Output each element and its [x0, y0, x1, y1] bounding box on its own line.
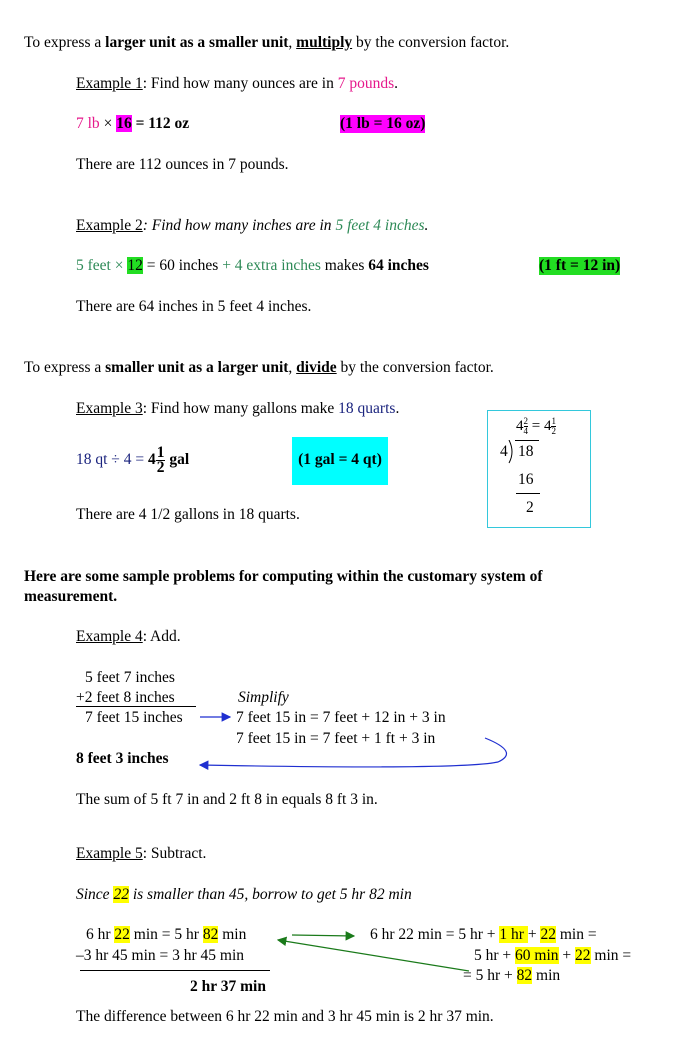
intro-comma: ,	[288, 359, 297, 376]
row-borrowed-minutes: 82	[202, 926, 219, 943]
division-subtract: 16	[518, 471, 534, 488]
step-sixty-minutes: 60 min	[515, 947, 559, 964]
fraction-numerator: 1	[156, 443, 165, 461]
borrow-note	[76, 886, 412, 904]
borrow-step-3	[463, 967, 560, 985]
conversion-factor: 16	[116, 115, 132, 132]
intro-text-end: by the conversion factor.	[336, 359, 494, 376]
intro-action: divide	[296, 359, 337, 376]
row-text: 6 hr	[86, 926, 115, 943]
example5-heading	[76, 845, 206, 863]
times-sign: ×	[99, 115, 117, 132]
quotient-equals: = 4	[528, 418, 552, 434]
step-text: min =	[555, 926, 597, 943]
calc-result: 64 inches	[368, 257, 429, 274]
step-text: 5 hr +	[474, 947, 516, 964]
reduced-numerator: 1	[551, 416, 556, 427]
division-remainder: 2	[526, 499, 534, 516]
intro-bold: larger unit as a smaller unit	[105, 34, 289, 51]
calc-value: 18 qt ÷ 4 =	[76, 451, 148, 468]
subtraction-row-1	[86, 926, 246, 944]
result-arrow	[200, 738, 506, 767]
note-text-end: is smaller than 45, borrow to get 5 hr 82 min	[128, 886, 412, 903]
example-label: Example 5	[76, 845, 143, 862]
period: .	[424, 217, 429, 234]
quotient-denominator: 4	[523, 426, 528, 437]
step-hour: 1 hr	[499, 926, 528, 943]
back-arrow	[278, 940, 469, 971]
heading-text: : Find how many gallons make	[142, 400, 339, 417]
intro-bold: smaller unit as a larger unit	[105, 359, 289, 376]
simplify-label: Simplify	[238, 689, 289, 706]
heading-text: : Find how many ounces are in	[142, 75, 338, 92]
intro-action: multiply	[296, 34, 353, 51]
calc-value: 5 feet ×	[76, 257, 128, 274]
note-text: Since	[76, 886, 114, 903]
example-label: Example 2	[76, 217, 143, 234]
simplify-step-2: 7 feet 15 in = 7 feet + 1 ft + 3 in	[236, 730, 436, 747]
example5-answer: The difference between 6 hr 22 min and 3 hr 45 min is 2 hr 37 min.	[76, 1008, 494, 1025]
period: .	[394, 75, 399, 92]
heading-value: 18 quarts	[338, 400, 396, 417]
row-minutes: 22	[114, 926, 130, 943]
example3-answer: There are 4 1/2 gallons in 18 quarts.	[76, 506, 300, 523]
quotient-numerator: 2	[523, 416, 528, 427]
addend-1: 5 feet 7 inches	[85, 669, 175, 686]
example5-result: 2 hr 37 min	[190, 978, 266, 995]
intro-text: To express a	[24, 34, 106, 51]
example4-result: 8 feet 3 inches	[76, 750, 169, 767]
calc-result: = 112 oz	[131, 115, 190, 132]
borrow-step-2	[474, 947, 631, 965]
fraction-denominator: 2	[156, 458, 165, 476]
step-minutes: 22	[540, 926, 556, 943]
row-text: min = 5 hr	[129, 926, 203, 943]
note-value: 22	[113, 886, 129, 903]
intro-text-end: by the conversion factor.	[352, 34, 510, 51]
calc-mid: = 60 inches	[142, 257, 223, 274]
calc-makes: makes	[320, 257, 369, 274]
subtraction-row-2: –3 hr 45 min = 3 hr 45 min	[76, 947, 245, 964]
period: .	[395, 400, 400, 417]
heading-text: : Subtract.	[142, 845, 207, 862]
example-label: Example 1	[76, 75, 143, 92]
step-minutes: 22	[575, 947, 591, 964]
example1-answer: There are 112 ounces in 7 pounds.	[76, 156, 289, 173]
step-text: 6 hr 22 min = 5 hr +	[370, 926, 500, 943]
calc-extra: + 4 extra inches	[222, 257, 321, 274]
calc-value: 7 lb	[76, 115, 100, 132]
intro-text: To express a	[24, 359, 106, 376]
subtraction-rule	[80, 970, 270, 971]
example4-answer: The sum of 5 ft 7 in and 2 ft 8 in equals 8 ft 3 in.	[76, 791, 378, 808]
division-divisor: 4	[500, 443, 508, 460]
step-text: +	[527, 926, 541, 943]
quotient-whole: 4	[516, 418, 524, 434]
example-label: Example 3	[76, 400, 143, 417]
heading-value: 5 feet 4 inches	[335, 217, 425, 234]
unit: gal	[165, 451, 190, 468]
simplify-step-1: 7 feet 15 in = 7 feet + 12 in + 3 in	[236, 709, 446, 726]
mixed-whole: 4	[147, 451, 156, 468]
step-text: = 5 hr +	[463, 967, 517, 984]
example1-conversion: (1 lb = 16 oz)	[340, 115, 426, 132]
reduced-denominator: 2	[551, 426, 556, 437]
conversion-factor: 12	[127, 257, 143, 274]
heading-text: : Find how many inches are in	[142, 217, 336, 234]
example3-conversion: (1 gal = 4 qt)	[292, 437, 388, 485]
borrow-step-1	[370, 926, 597, 944]
step-text: +	[558, 947, 576, 964]
addition-sum: 7 feet 15 inches	[85, 709, 183, 726]
intro-comma: ,	[288, 34, 297, 51]
step-text: min =	[590, 947, 632, 964]
addend-2: +2 feet 8 inches	[76, 689, 175, 706]
step-minutes: 82	[516, 967, 533, 984]
sample-problems-intro: Here are some sample problems for computing within the customary system of measurement.	[24, 568, 543, 605]
row-text: min	[218, 926, 247, 943]
example-label: Example 4	[76, 628, 143, 645]
step-text: min	[532, 967, 561, 984]
borrow-arrow	[292, 935, 354, 936]
heading-text: : Add.	[142, 628, 181, 645]
heading-value: 7 pounds	[337, 75, 395, 92]
example2-answer: There are 64 inches in 5 feet 4 inches.	[76, 298, 312, 315]
division-dividend: 18	[518, 443, 534, 460]
example2-conversion: (1 ft = 12 in)	[539, 257, 621, 274]
